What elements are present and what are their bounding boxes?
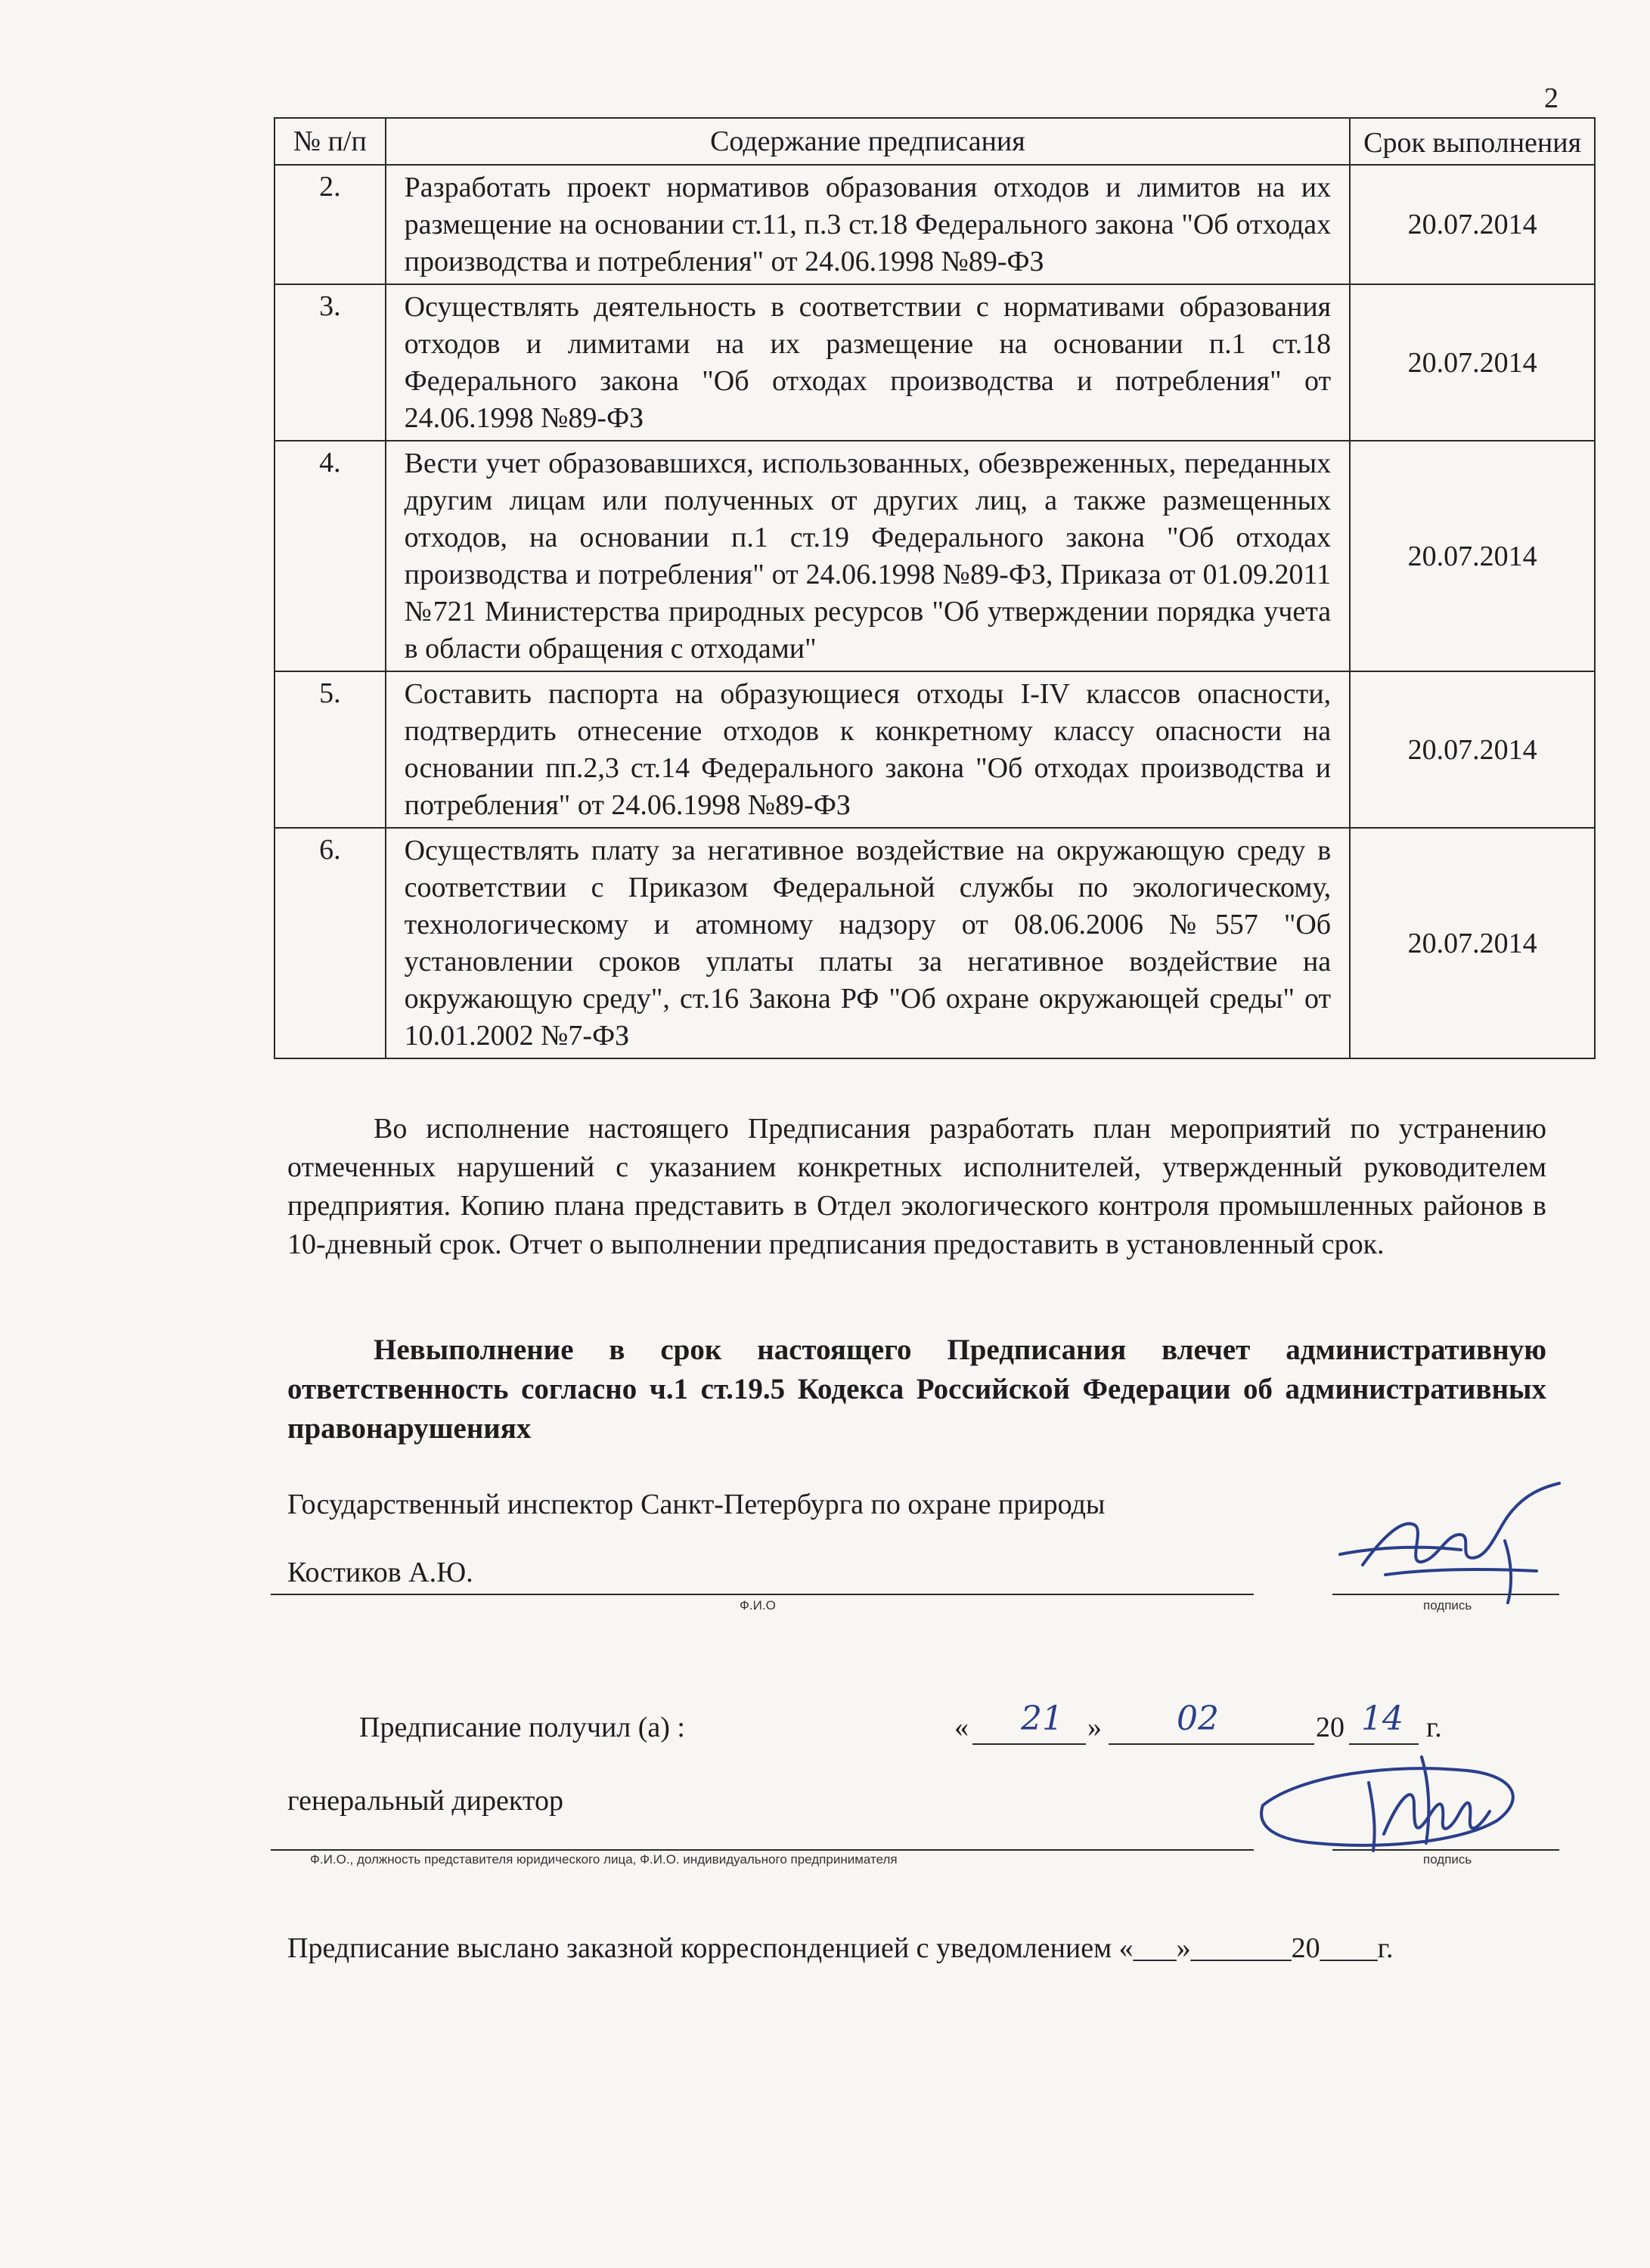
- row-deadline: 20.07.2014: [1350, 441, 1595, 671]
- table-row: [274, 671, 1595, 828]
- row-number: 2.: [274, 165, 386, 284]
- row-deadline: 20.07.2014: [1350, 165, 1595, 284]
- received-year-line: [1349, 1743, 1419, 1745]
- received-month: 02: [1177, 1699, 1219, 1738]
- received-day-line: [972, 1743, 1086, 1745]
- row-deadline: 20.07.2014: [1350, 671, 1595, 828]
- received-month-line: [1109, 1743, 1314, 1745]
- row-content: Разработать проект нормативов образования отходов и лимитов на их размещение на основании ст.11, п.3 ст.18 Федерального закона "Об отходах производства и потребления" от 24.06.1998 №89-ФЗ: [386, 165, 1350, 284]
- received-signature-caption: подпись: [1423, 1852, 1472, 1867]
- row-content: Составить паспорта на образующиеся отходы I-IV классов опасности, подтвердить отнесение отходов к конкретному классу опасности на основании пп.2,3 ст.14 Федерального закона "Об отходах производства и потребления" от 24.06.1998 №89-ФЗ: [386, 671, 1350, 828]
- orders-table: [274, 117, 1596, 1059]
- table-header-row: [274, 118, 1595, 165]
- table-row: [274, 165, 1595, 284]
- recipient-signature: [1240, 1752, 1573, 1866]
- table-row: [274, 441, 1595, 671]
- received-label: Предписание получил (а) :: [359, 1712, 685, 1743]
- row-deadline: 20.07.2014: [1350, 828, 1595, 1058]
- received-name-line: [271, 1849, 1254, 1851]
- row-number: 5.: [274, 671, 386, 828]
- inspector-signature-caption: подпись: [1423, 1598, 1472, 1613]
- row-content: Вести учет образовавшихся, использованных, обезвреженных, переданных другим лицам или полученных от других лиц, а также размещенных отходов, на основании п.1 ст.19 Федерального закона "Об отходах производства и потребления" от 24.06.1998 №89-ФЗ, Приказа от 01.09.2011 №721 Министерства природных ресурсов "Об утверждении порядка учета в области обращения с отходами": [386, 441, 1350, 671]
- header-number: № п/п: [274, 118, 386, 165]
- received-open-quote: «: [954, 1712, 969, 1743]
- received-year-prefix: 20: [1316, 1712, 1345, 1743]
- header-deadline: Срок выполнения: [1350, 118, 1595, 165]
- received-close-quote: »: [1087, 1712, 1102, 1743]
- sent-line: Предписание выслано заказной корреспонденцией с уведомлением «___»_______20____г.: [287, 1932, 1394, 1964]
- inspector-title: Государственный инспектор Санкт-Петербурга по охране природы: [287, 1489, 1106, 1520]
- received-position: генеральный директор: [287, 1785, 563, 1817]
- inspector-signature: [1332, 1480, 1574, 1609]
- received-caption: Ф.И.О., должность представителя юридического лица, Ф.И.О. индивидуального предпринимателя: [310, 1852, 898, 1867]
- table-row: [274, 284, 1595, 441]
- row-number: 3.: [274, 284, 386, 441]
- inspector-name-line: [271, 1594, 1254, 1595]
- received-day: 21: [1021, 1699, 1063, 1738]
- received-year-suffix: 14: [1361, 1699, 1403, 1738]
- row-content: Осуществлять плату за негативное воздействие на окружающую среду в соответствии с Приказом Федеральной службы по экологическому, технологическому и атомному надзору от 08.06.2006 №557 "Об установлении сроков уплаты платы за негативное воздействие на окружающую среду", ст.16 Закона РФ "Об охране окружающей среды" от 10.01.2002 №7-ФЗ: [386, 828, 1350, 1058]
- table-row: [274, 828, 1595, 1058]
- received-year-unit: г.: [1426, 1712, 1442, 1743]
- row-deadline: 20.07.2014: [1350, 284, 1595, 441]
- row-number: 6.: [274, 828, 386, 1058]
- header-content: Содержание предписания: [386, 118, 1350, 165]
- page-number: 2: [1544, 82, 1559, 114]
- row-number: 4.: [274, 441, 386, 671]
- warning-paragraph: Невыполнение в срок настоящего Предписания влечет административную ответственность согласно ч.1 ст.19.5 Кодекса Российской Федерации об административных правонарушениях: [287, 1334, 1546, 1445]
- inspector-name-caption: Ф.И.О: [740, 1598, 776, 1613]
- inspector-name: Костиков А.Ю.: [287, 1557, 473, 1588]
- row-content: Осуществлять деятельность в соответствии с нормативами образования отходов и лимитами на их размещение на основании п.1 ст.18 Федерального закона "Об отходах производства и потребления" от 24.06.1998 №89-ФЗ: [386, 284, 1350, 441]
- execution-paragraph: Во исполнение настоящего Предписания разработать план мероприятий по устранению отмеченных нарушений с указанием конкретных исполнителей, утвержденный руководителем предприятия. Копию плана представить в Отдел экологического контроля промышленных районов в 10-дневный срок. Отчет о выполнении предписания предоставить в установленный срок.: [287, 1113, 1546, 1260]
